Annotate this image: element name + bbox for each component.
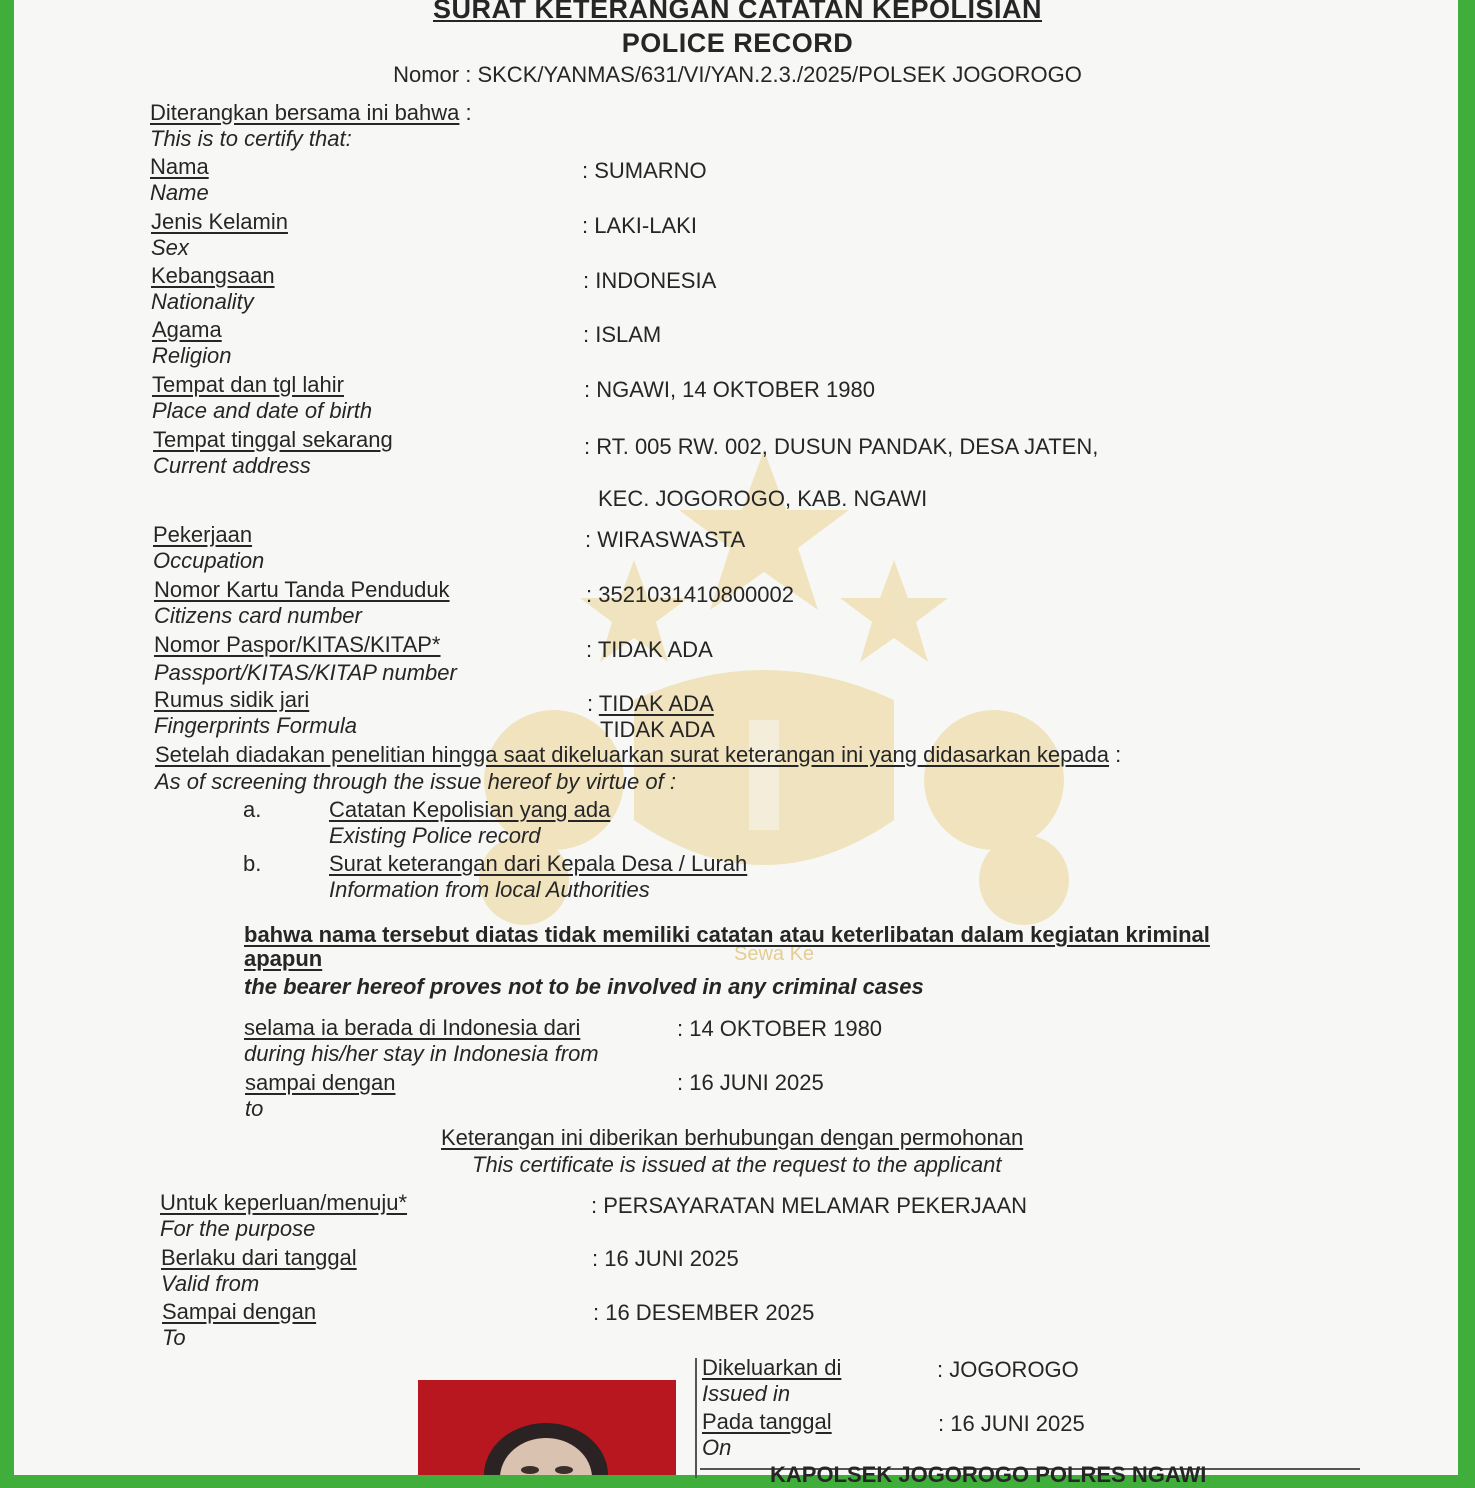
request-line: Keterangan ini diberikan berhubungan dengan permohonan: [441, 1125, 1024, 1150]
intro-label: Diterangkan bersama ini bahwa :: [150, 100, 472, 125]
field-label-en-id-card: Citizens card number: [154, 603, 362, 628]
document-title: SURAT KETERANGAN CATATAN KEPOLISIAN: [433, 0, 1042, 24]
applicant-portrait-icon: [418, 1380, 676, 1475]
stay-label-en-from: during his/her stay in Indonesia from: [244, 1041, 599, 1066]
statement-line2: apapun: [244, 946, 323, 971]
field-value-name: : SUMARNO: [582, 158, 707, 183]
field-value-occupation: : WIRASWASTA: [585, 527, 746, 552]
field-label-id-card: Nomor Kartu Tanda Penduduk: [154, 577, 450, 602]
issued-in-label: Dikeluarkan di: [702, 1355, 842, 1380]
field-label-en-religion: Religion: [152, 343, 232, 368]
document-title-en: POLICE RECORD: [621, 28, 854, 58]
field-value-fingerprint: : TIDAK ADA: [587, 691, 714, 716]
screening-item-text: Catatan Kepolisian yang ada: [329, 797, 611, 822]
signatory-title: KAPOLSEK JOGOROGO POLRES NGAWI: [770, 1462, 1207, 1487]
statement-line-en: the bearer hereof proves not to be involved in any criminal cases: [244, 974, 924, 999]
stay-value-to: : 16 JUNI 2025: [677, 1070, 824, 1095]
screening-label: Setelah diadakan penelitian hingga saat dikeluarkan surat keterangan ini yang didasarkan kepada :: [155, 742, 1122, 767]
police-emblem-watermark: [434, 440, 1134, 1040]
issued-on-label-en: On: [702, 1435, 732, 1460]
field-label-en-sex: Sex: [151, 235, 189, 260]
stay-label-from: selama ia berada di Indonesia dari: [244, 1015, 581, 1040]
valid-to-value: : 16 DESEMBER 2025: [593, 1300, 815, 1325]
stay-value-from: : 14 OKTOBER 1980: [677, 1016, 883, 1041]
field-label-en-nationality: Nationality: [151, 289, 254, 314]
screening-item-marker: a.: [243, 797, 262, 822]
field-label-en-birth: Place and date of birth: [152, 398, 373, 423]
field-label-passport: Nomor Paspor/KITAS/KITAP*: [154, 632, 441, 657]
issued-divider: [695, 1358, 697, 1478]
field-value-religion: : ISLAM: [583, 322, 662, 347]
stay-label-en-to: to: [245, 1096, 264, 1121]
field-label-fingerprint: Rumus sidik jari: [154, 687, 310, 712]
applicant-photo: [418, 1380, 676, 1475]
field-value-nationality: : INDONESIA: [583, 268, 717, 293]
intro-label-en: This is to certify that:: [150, 126, 352, 151]
issued-on-label: Pada tanggal: [702, 1409, 832, 1434]
screening-item-text: Surat keterangan dari Kepala Desa / Lurah: [329, 851, 748, 876]
field-label-birth: Tempat dan tgl lahir: [152, 372, 344, 397]
field-label-en-fingerprint: Fingerprints Formula: [154, 713, 357, 738]
field-label-occupation: Pekerjaan: [153, 522, 253, 547]
document-number: Nomor : SKCK/YANMAS/631/VI/YAN.2.3./2025/POLSEK JOGOROGO: [393, 62, 1082, 87]
field-value-id-card: : 3521031410800002: [586, 582, 794, 607]
screening-item-text-en: Existing Police record: [329, 823, 541, 848]
watermark-text: Sewa Ke: [734, 943, 815, 965]
field-label-en-passport: Passport/KITAS/KITAP number: [154, 660, 457, 685]
screening-item-marker: b.: [243, 851, 262, 876]
valid-to-label: Sampai dengan: [162, 1299, 317, 1324]
valid-from-label: Berlaku dari tanggal: [161, 1245, 357, 1270]
purpose-label: Untuk keperluan/menuju*: [160, 1190, 408, 1215]
issued-in-value: : JOGOROGO: [937, 1357, 1079, 1382]
issued-on-value: : 16 JUNI 2025: [938, 1411, 1085, 1436]
purpose-label-en: For the purpose: [160, 1216, 316, 1241]
field-label-en-name: Name: [150, 180, 209, 205]
field-label-religion: Agama: [152, 317, 222, 342]
valid-from-value: : 16 JUNI 2025: [592, 1246, 739, 1271]
field-value-sex: : LAKI-LAKI: [582, 213, 697, 238]
field-value-passport: : TIDAK ADA: [586, 637, 713, 662]
stay-label-to: sampai dengan: [245, 1070, 396, 1095]
field-value-address-line2: KEC. JOGOROGO, KAB. NGAWI: [598, 486, 928, 511]
request-line-en: This certificate is issued at the request to the applicant: [472, 1152, 1002, 1177]
field-label-nationality: Kebangsaan: [151, 263, 275, 288]
field-label-address: Tempat tinggal sekarang: [153, 427, 393, 452]
screening-item-text-en: Information from local Authorities: [329, 877, 650, 902]
field-label-en-address: Current address: [153, 453, 311, 478]
field-value-address: : RT. 005 RW. 002, DUSUN PANDAK, DESA JATEN,: [584, 434, 1099, 459]
screening-label-en: As of screening through the issue hereof by virtue of :: [155, 769, 676, 794]
field-label-sex: Jenis Kelamin: [151, 209, 288, 234]
field-label-name: Nama: [150, 154, 209, 179]
field-label-en-occupation: Occupation: [153, 548, 265, 573]
purpose-value: : PERSAYARATAN MELAMAR PEKERJAAN: [591, 1193, 1028, 1218]
statement-line1: bahwa nama tersebut diatas tidak memiliki catatan atau keterlibatan dalam kegiatan kriminal: [244, 922, 1210, 947]
field-value-birth: : NGAWI, 14 OKTOBER 1980: [584, 377, 875, 402]
issued-in-label-en: Issued in: [702, 1381, 791, 1406]
field-value-fingerprint-line2: TIDAK ADA: [600, 717, 715, 742]
valid-to-label-en: To: [162, 1325, 186, 1350]
valid-from-label-en: Valid from: [161, 1271, 260, 1296]
